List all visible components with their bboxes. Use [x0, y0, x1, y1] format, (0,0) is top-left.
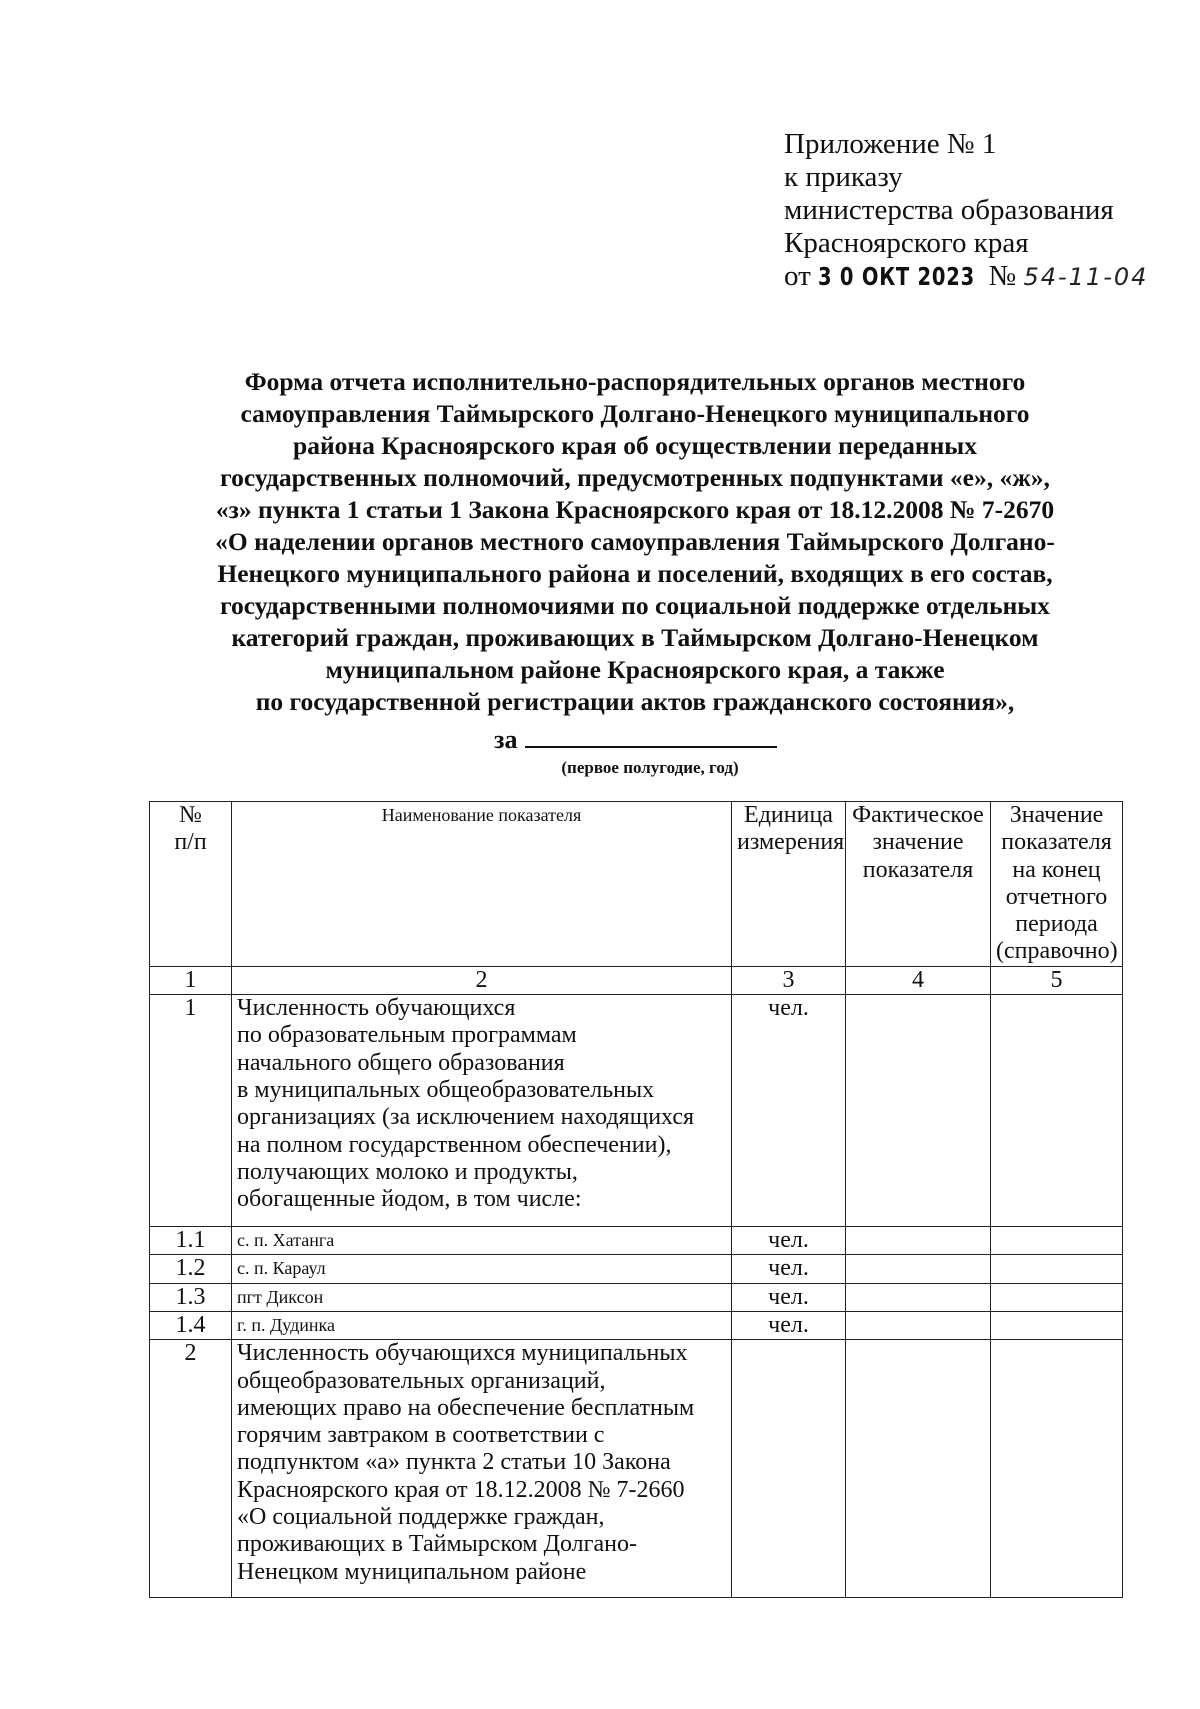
row-actual-value-cell[interactable]	[846, 1311, 991, 1339]
title-line: категорий граждан, проживающих в Таймырском Долгано-Ненецком	[231, 623, 1039, 652]
period-prefix: за	[494, 725, 518, 754]
date-prefix: от	[784, 260, 811, 292]
table-row	[150, 1227, 1123, 1255]
title-line: государственных полномочий, предусмотренных подпунктами «е», «ж»,	[220, 463, 1050, 492]
row-number: 1.2	[150, 1255, 232, 1283]
appendix-line: к приказу	[784, 161, 903, 193]
appendix-line: Красноярского края	[784, 227, 1029, 259]
row-unit: чел.	[732, 1283, 846, 1311]
table-row	[150, 1255, 1123, 1283]
row-number: 2	[150, 1340, 232, 1598]
title-line: «з» пункта 1 статьи 1 Закона Красноярского края от 18.12.2008 № 7-2670	[215, 495, 1055, 524]
row-end-value-cell[interactable]	[991, 1255, 1123, 1283]
row-indicator-name: с. п. Хатанга	[232, 1227, 732, 1255]
period-hint: (первое полугодие, год)	[561, 758, 739, 777]
row-unit	[732, 1340, 846, 1598]
title-line: «О наделении органов местного самоуправления Таймырского Долгано-	[215, 527, 1055, 556]
column-number: 1	[150, 966, 232, 994]
column-number: 5	[991, 966, 1123, 994]
title-line: Ненецкого муниципального района и поселений, входящих в его состав,	[217, 559, 1053, 588]
row-number: 1.4	[150, 1311, 232, 1339]
row-indicator-name: Численность обучающихся муниципальных общеобразовательных организаций, имеющих право на обеспечение бесплатным горячим завтраком в соответствии с подпунктом «а» пункта 2 статьи 10 Закона Красноярского края от 18.12.2008 № 7-2660 «О социальной поддержке граждан, проживающих в Таймырском Долгано- Ненецком муниципальном районе	[232, 1340, 732, 1598]
period-blank-field[interactable]	[525, 722, 777, 748]
table-row	[150, 1283, 1123, 1311]
row-end-value-cell[interactable]	[991, 995, 1123, 1227]
row-indicator-name: пгт Диксон	[232, 1283, 732, 1311]
date-stamp: 3 0 ОКТ 2023	[818, 262, 976, 291]
row-actual-value-cell[interactable]	[846, 1227, 991, 1255]
order-number: 54-11-04	[1023, 263, 1149, 291]
row-actual-value-cell[interactable]	[846, 1283, 991, 1311]
document-title	[150, 366, 1120, 718]
column-number: 3	[732, 966, 846, 994]
row-end-value-cell[interactable]	[991, 1311, 1123, 1339]
row-actual-value-cell[interactable]	[846, 1340, 991, 1598]
report-table	[149, 801, 1123, 1598]
appendix-date-line	[784, 260, 1148, 294]
row-unit: чел.	[732, 995, 846, 1227]
column-numbers-row	[150, 966, 1123, 994]
row-actual-value-cell[interactable]	[846, 995, 991, 1227]
title-line: муниципальном районе Красноярского края, а также	[325, 655, 945, 684]
title-line: по государственной регистрации актов гражданского состояния»,	[255, 687, 1015, 716]
row-end-value-cell[interactable]	[991, 1340, 1123, 1598]
title-line: государственными полномочиями по социальной поддержке отдельных	[220, 591, 1050, 620]
table-header-row	[150, 802, 1123, 967]
number-sign: №	[988, 260, 1017, 292]
header-name: Наименование показателя	[232, 802, 732, 967]
row-number: 1.1	[150, 1227, 232, 1255]
header-num: № п/п	[150, 802, 232, 967]
row-end-value-cell[interactable]	[991, 1227, 1123, 1255]
row-end-value-cell[interactable]	[991, 1283, 1123, 1311]
appendix-header	[784, 128, 1148, 294]
title-line: самоуправления Таймырского Долгано-Ненецкого муниципального	[240, 399, 1030, 428]
table-row	[150, 1311, 1123, 1339]
column-number: 4	[846, 966, 991, 994]
row-number: 1.3	[150, 1283, 232, 1311]
row-unit: чел.	[732, 1227, 846, 1255]
appendix-line: министерства образования	[784, 194, 1114, 226]
row-actual-value-cell[interactable]	[846, 1255, 991, 1283]
column-number: 2	[232, 966, 732, 994]
header-end-value: Значение показателя на конец отчетного периода (справочно)	[991, 802, 1123, 967]
appendix-line: Приложение № 1	[784, 128, 997, 160]
title-line: Форма отчета исполнительно-распорядительных органов местного	[244, 367, 1026, 396]
row-indicator-name: с. п. Караул	[232, 1255, 732, 1283]
row-unit: чел.	[732, 1311, 846, 1339]
period-line	[494, 722, 777, 755]
row-indicator-name: Численность обучающихся по образовательным программам начального общего образования в муниципальных общеобразовательных организациях (за исключением находящихся на полном государственном обеспечении), получающих молоко и продукты, обогащенные йодом, в том числе:	[232, 995, 732, 1227]
header-actual-value: Фактическое значение показателя	[846, 802, 991, 967]
table-row	[150, 995, 1123, 1227]
header-unit: Единица измерения	[732, 802, 846, 967]
row-unit: чел.	[732, 1255, 846, 1283]
row-indicator-name: г. п. Дудинка	[232, 1311, 732, 1339]
title-line: района Красноярского края об осуществлении переданных	[293, 431, 977, 460]
row-number: 1	[150, 995, 232, 1227]
table-row	[150, 1340, 1123, 1598]
